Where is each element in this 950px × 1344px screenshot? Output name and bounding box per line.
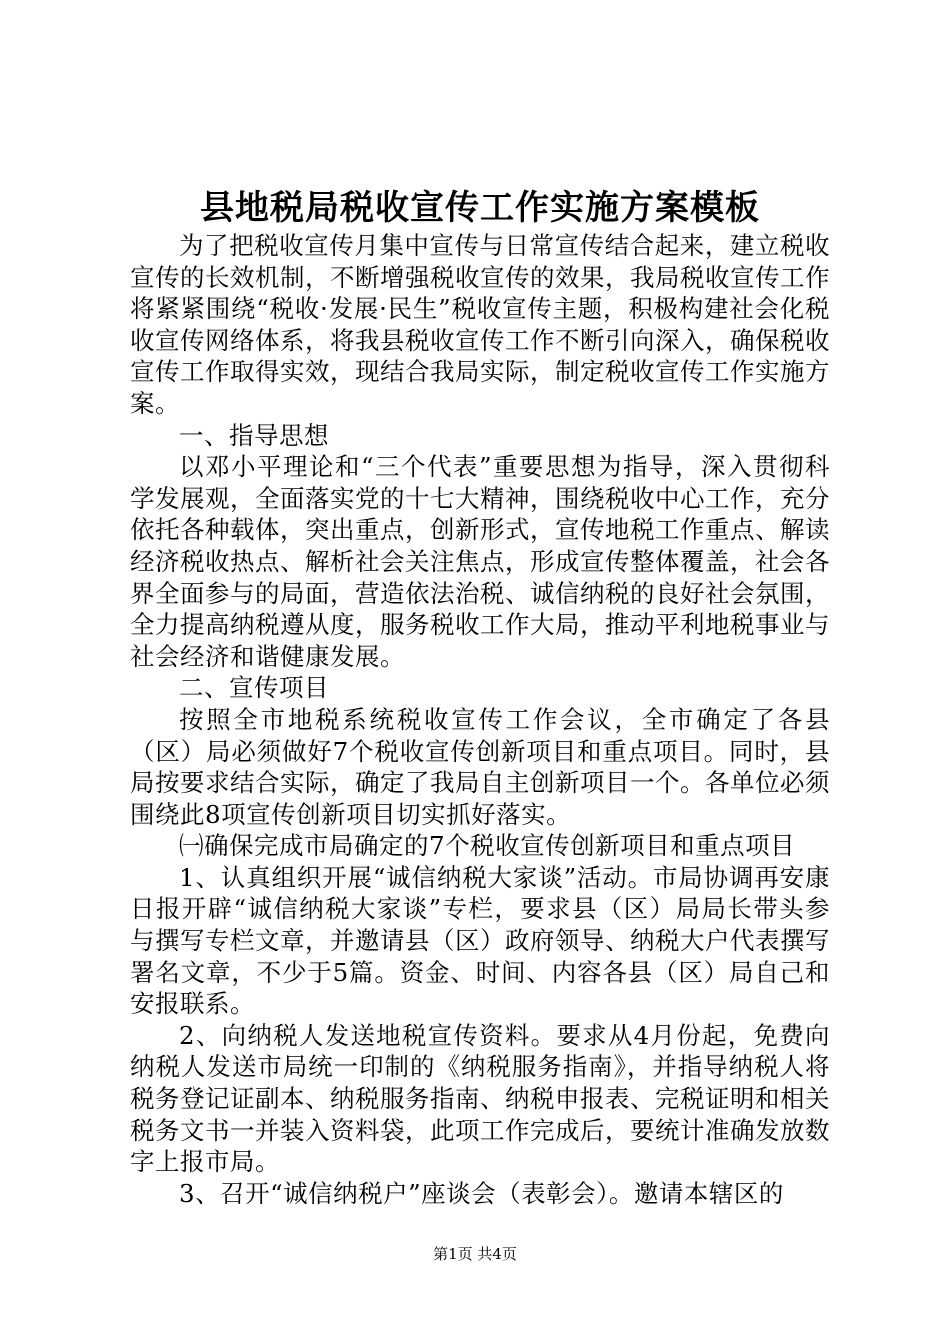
body-paragraph: 为了把税收宣传月集中宣传与日常宣传结合起来，建立税收宣传的长效机制，不断增强税收宣传的效果，我局税收宣传工作将紧紧围绕“税收·发展·民生”税收宣传主题，积极构建社会化税收宣传网络体系，将我县税收宣传工作不断引向深入，确保税收宣传工作取得实效，现结合我局实际，制定税收宣传工作实施方案。 (130, 231, 830, 418)
section-heading: ㈠确保完成市局确定的7个税收宣传创新项目和重点项目 (179, 831, 796, 861)
body-paragraph: 2、向纳税人发送地税宣传资料。要求从4月份起，免费向纳税人发送市局统一印制的《纳税服务指南》，并指导纳税人将税务登记证副本、纳税服务指南、纳税申报表、完税证明和相关税务文书一并装入资料袋，此项工作完成后，要统计准确发放数字上报市局。 (130, 1020, 830, 1177)
document-body (130, 230, 830, 1209)
page-footer: 第1页 共4页 (433, 1245, 517, 1263)
body-paragraph: 1、认真组织开展“诚信纳税大家谈”活动。市局协调再安康日报开辟“诚信纳税大家谈”专栏，要求县（区）局局长带头参与撰写专栏文章，并邀请县（区）政府领导、纳税大户代表撰写署名文章，不少于5篇。资金、时间、内容各县（区）局自己和安报联系。 (130, 862, 830, 1019)
body-paragraph: 3、召开“诚信纳税户”座谈会（表彰会）。邀请本辖区的 (179, 1178, 784, 1208)
section-heading: 二、宣传项目 (179, 673, 329, 703)
document-title: 县地税局税收宣传工作实施方案模板 (200, 188, 760, 228)
document-page (130, 186, 830, 1209)
body-paragraph: 以邓小平理论和“三个代表”重要思想为指导，深入贯彻科学发展观，全面落实党的十七大精神，围绕税收中心工作，充分依托各种载体，突出重点，创新形式，宣传地税工作重点、解读经济税收热点、解析社会关注焦点，形成宣传整体覆盖，社会各界全面参与的局面，营造依法治税、诚信纳税的良好社会氛围，全力提高纳税遵从度，服务税收工作大局，推动平利地税事业与社会经济和谐健康发展。 (130, 452, 830, 671)
body-paragraph: 按照全市地税系统税收宣传工作会议，全市确定了各县（区）局必须做好7个税收宣传创新项目和重点项目。同时，县局按要求结合实际，确定了我局自主创新项目一个。各单位必须围绕此8项宣传创新项目切实抓好落实。 (130, 704, 830, 829)
section-heading: 一、指导思想 (179, 420, 329, 450)
